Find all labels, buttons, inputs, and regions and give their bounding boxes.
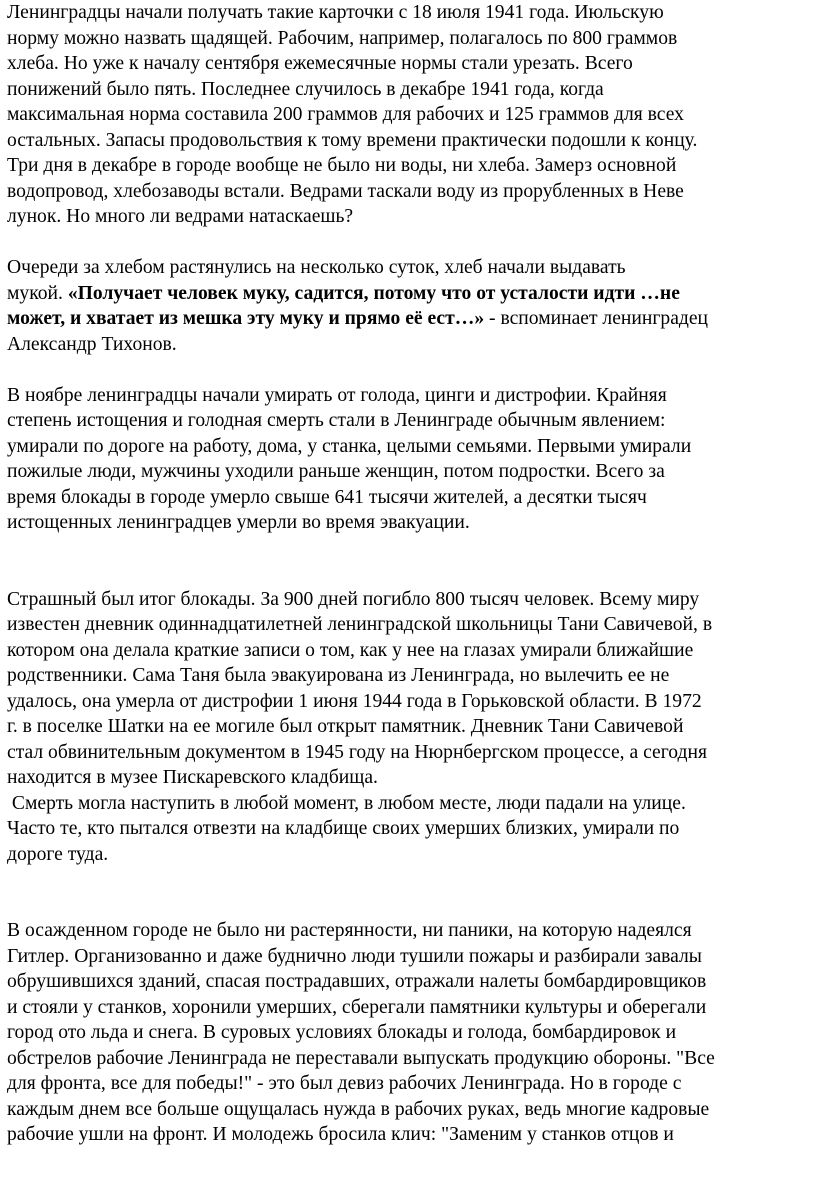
text-line: истощенных ленинградцев умерли во время эвакуации. xyxy=(7,512,470,533)
text-line: обстрелов рабочие Ленинграда не переставали выпускать продукцию обороны. "Все xyxy=(7,1047,715,1069)
text-line: котором она делала краткие записи о том, как у нее на глазах умирали ближайшие xyxy=(7,639,694,661)
text-line: понижений было пять. Последнее случилось в декабре 1941 года, когда xyxy=(7,78,604,100)
text-line: Очереди за хлебом растянулись на несколько суток, хлеб начали выдавать xyxy=(7,257,626,278)
text-line: время блокады в городе умерло свыше 641 тысячи жителей, а десятки тысяч xyxy=(7,486,647,508)
text-line: город ото льда и снега. В суровых условиях блокады и голода, бомбардировок и xyxy=(7,1022,677,1043)
paragraph-besieged-city xyxy=(7,918,810,1148)
text-run: - вспоминает ленинградец xyxy=(484,308,709,329)
paragraph-spacer xyxy=(7,867,810,918)
text-line: рабочие ушли на фронт. И молодежь бросила клич: "Заменим у станков отцов и xyxy=(7,1124,674,1145)
text-line: пожилые люди, мужчины уходили раньше женщин, потом подростки. Всего за xyxy=(7,461,665,482)
text-line: находится в музее Пискаревского кладбища. xyxy=(7,767,378,788)
text-line: хлеба. Но уже к началу сентября ежемесячные нормы стали урезать. Всего xyxy=(7,53,633,74)
paragraph-ration-cards xyxy=(7,0,810,230)
text-line: г. в поселке Шатки на ее могиле был открыт памятник. Дневник Тани Савичевой xyxy=(7,716,684,737)
quote-text: может, и хватает из мешка эту муку и прямо её ест…» xyxy=(7,308,485,329)
paragraph-spacer xyxy=(7,230,810,256)
text-line: Три дня в декабре в городе вообще не было ни воды, ни хлеба. Замерз основной xyxy=(7,155,677,176)
text-line: В ноябре ленинградцы начали умирать от голода, цинги и дистрофии. Крайняя xyxy=(7,384,667,406)
text-line: максимальная норма составила 200 граммов для рабочих и 125 граммов для всех xyxy=(7,104,684,125)
text-line: для фронта, все для победы!" - это был девиз рабочих Ленинграда. Но в городе с xyxy=(7,1073,682,1094)
text-line: и стояли у станков, хоронили умерших, сберегали памятники культуры и оберегали xyxy=(7,996,707,1018)
text-line: умирали по дороге на работу, дома, у станка, целыми семьями. Первыми умирали xyxy=(7,435,692,457)
text-line: лунок. Но много ли ведрами натаскаешь? xyxy=(7,206,354,227)
text-line: Александр Тихонов. xyxy=(7,333,177,355)
text-line: Ленинградцы начали получать такие карточки с 18 июля 1941 года. Июльскую xyxy=(7,2,664,23)
text-line: дороге туда. xyxy=(7,843,109,865)
paragraph-blockade-outcome xyxy=(7,587,810,868)
text-line: Страшный был итог блокады. За 900 дней погибло 800 тысяч человек. Всему миру xyxy=(7,588,700,610)
text-line: Гитлер. Организованно и даже буднично люди тушили пожары и разбирали завалы xyxy=(7,945,702,967)
paragraph-bread-queues xyxy=(7,255,810,357)
text-line: остальных. Запасы продовольствия к тому времени практически подошли к концу. xyxy=(7,129,698,151)
text-line: Часто те, кто пытался отвезти на кладбище своих умерших близких, умирали по xyxy=(7,818,680,839)
text-line: норму можно назвать щадящей. Рабочим, например, полагалось по 800 граммов xyxy=(7,27,678,49)
text-line: удалось, она умерла от дистрофии 1 июня 1944 года в Горьковской области. В 1972 xyxy=(7,690,702,712)
text-line: водопровод, хлебозаводы встали. Ведрами таскали воду из прорубленных в Неве xyxy=(7,180,684,202)
text-line: степень истощения и голодная смерть стали в Ленинграде обычным явлением: xyxy=(7,410,666,431)
text-line: родственники. Сама Таня была эвакуирована из Ленинграда, но вылечить ее не xyxy=(7,665,670,686)
text-line: обрушившихся зданий, спасая пострадавших, отражали налеты бомбардировщиков xyxy=(7,971,707,992)
quote-text: «Получает человек муку, садится, потому что от усталости идти …не xyxy=(67,282,680,304)
text-line xyxy=(7,306,810,332)
text-line: стал обвинительным документом в 1945 году на Нюрнбергском процессе, а сегодня xyxy=(7,741,707,763)
document-page xyxy=(7,0,810,1148)
text-line: известен дневник одиннадцатилетней ленинградской школьницы Тани Савичевой, в xyxy=(7,614,713,635)
paragraph-starvation xyxy=(7,383,810,536)
text-run: мукой. xyxy=(7,282,68,304)
text-line: В осажденном городе не было ни растерянности, ни паники, на которую надеялся xyxy=(7,920,692,941)
paragraph-spacer xyxy=(7,536,810,587)
paragraph-spacer xyxy=(7,357,810,383)
text-line xyxy=(7,281,810,307)
text-line: Смерть могла наступить в любой момент, в любом месте, люди падали на улице. xyxy=(7,792,686,814)
text-line: каждым днем все больше ощущалась нужда в рабочих руках, ведь многие кадровые xyxy=(7,1098,710,1120)
